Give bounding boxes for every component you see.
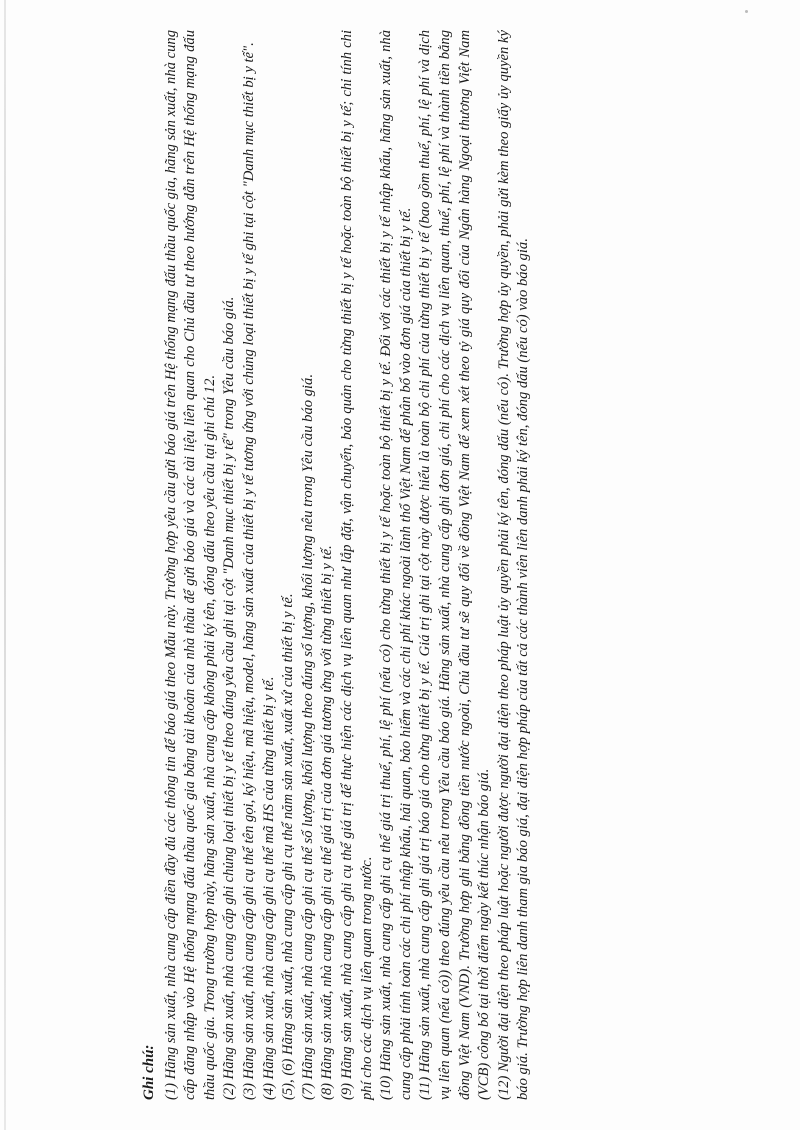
note-7: (7) Hãng sản xuất, nhà cung cấp ghi cụ thể số lượng, khối lượng theo đúng số lượng, khối lượng nêu trong Yêu cầu báo giá. [299, 374, 316, 1100]
note-12: (12) Người đại diện theo pháp luật hoặc người được người đại diện theo pháp luật ủy quyền phải ký tên, đóng dấu (nếu có). Trường hợp ủy quyền, phải gửi kèm theo giấy ủy quyền ký báo giá. Trường hợp liên danh tham gia báo giá, đại diện hợp pháp của tất cả các thành viên liên danh phải ký tên, đóng dấu (nếu có) vào báo giá. [495, 30, 532, 1100]
note-5-6: (5), (6) Hãng sản xuất, nhà cung cấp ghi cụ thể năm sản xuất, xuất xứ của thiết bị y tế. [280, 593, 297, 1100]
scan-speck [745, 10, 748, 13]
note-2: (2) Hãng sản xuất, nhà cung cấp ghi chủng loại thiết bị y tế theo đúng yêu cầu ghi tại cột "Danh mục thiết bị y tế" trong Yêu cầu báo giá. [221, 296, 238, 1100]
scan-edge [4, 0, 6, 1130]
note-4: (4) Hãng sản xuất, nhà cung cấp ghi cụ thể mã HS của từng thiết bị y tế. [260, 676, 277, 1100]
note-3: (3) Hãng sản xuất, nhà cung cấp ghi cụ thể tên gọi, ký hiệu, mã hiệu, model, hãng sản xuất của thiết bị y tế tương ứng với chủng loại thiết bị y tế ghi tại cột "Danh mục thiết bị y tế". [240, 42, 257, 1100]
note-9: (9) Hãng sản xuất, nhà cung cấp ghi cụ thể giá trị để thực hiện các dịch vụ liên quan như lắp đặt, vận chuyển, bảo quản cho từng thiết bị y tế hoặc toàn bộ thiết bị y tế; chỉ tính chi phí cho các dịch vụ liên quan trong nước. [338, 30, 375, 1100]
notes-block [140, 30, 660, 1100]
note-1: (1) Hãng sản xuất, nhà cung cấp điền đầy đủ các thông tin để báo giá theo Mẫu này. Trường hợp yêu cầu gửi báo giá trên Hệ thống mạng đấu thầu quốc gia, hãng sản xuất, nhà cung cấp đăng nhập vào Hệ thống mạng đấu thầu quốc gia bằng tài khoản của nhà thầu để gửi báo giá và các tài liệu liên quan cho Chủ đầu tư theo hướng dẫn trên Hệ thống mạng đấu thầu quốc gia. Trong trường hợp này, hãng sản xuất, nhà cung cấp không phải ký tên, đóng dấu theo yêu cầu tại ghi chú 12. [162, 30, 218, 1100]
note-8: (8) Hãng sản xuất, nhà cung cấp ghi cụ thể giá trị của đơn giá tương ứng với từng thiết bị y tế. [319, 545, 336, 1100]
note-10: (10) Hãng sản xuất, nhà cung cấp ghi cụ thể giá trị thuế, phí, lệ phí (nếu có) cho từng thiết bị y tế hoặc toàn bộ thiết bị y tế. Đối với các thiết bị y tế nhập khẩu, hãng sản xuất, nhà cung cấp phải tính toàn các chi phí nhập khẩu, hải quan, bảo hiểm và các chi phí khác ngoài lãnh thổ Việt Nam để phân bổ vào đơn giá của thiết bị y tế. [378, 30, 414, 1100]
note-11: (11) Hãng sản xuất, nhà cung cấp ghi giá trị báo giá cho từng thiết bị y tế. Giá trị ghi tại cột này được hiểu là toàn bộ chi phí của từng thiết bị y tế (bao gồm thuế, phí, lệ phí và dịch vụ liên quan (nếu có)) theo đúng yêu cầu nêu trong Yêu cầu báo giá. Hãng sản xuất, nhà cung cấp ghi đơn giá, chi phí cho các dịch vụ liên quan, thuế, phí, lệ phí và thành tiền bằng đồng Việt Nam (VND). Trường hợp ghi bằng đồng tiền nước ngoài, Chủ đầu tư sẽ quy đổi về đồng Việt Nam để xem xét theo tỷ giá quy đổi của Ngân hàng Ngoại thương Việt Nam (VCB) công bố tại thời điểm ngày kết thúc nhận báo giá. [417, 30, 493, 1100]
notes-heading: Ghi chú: [141, 1044, 157, 1100]
